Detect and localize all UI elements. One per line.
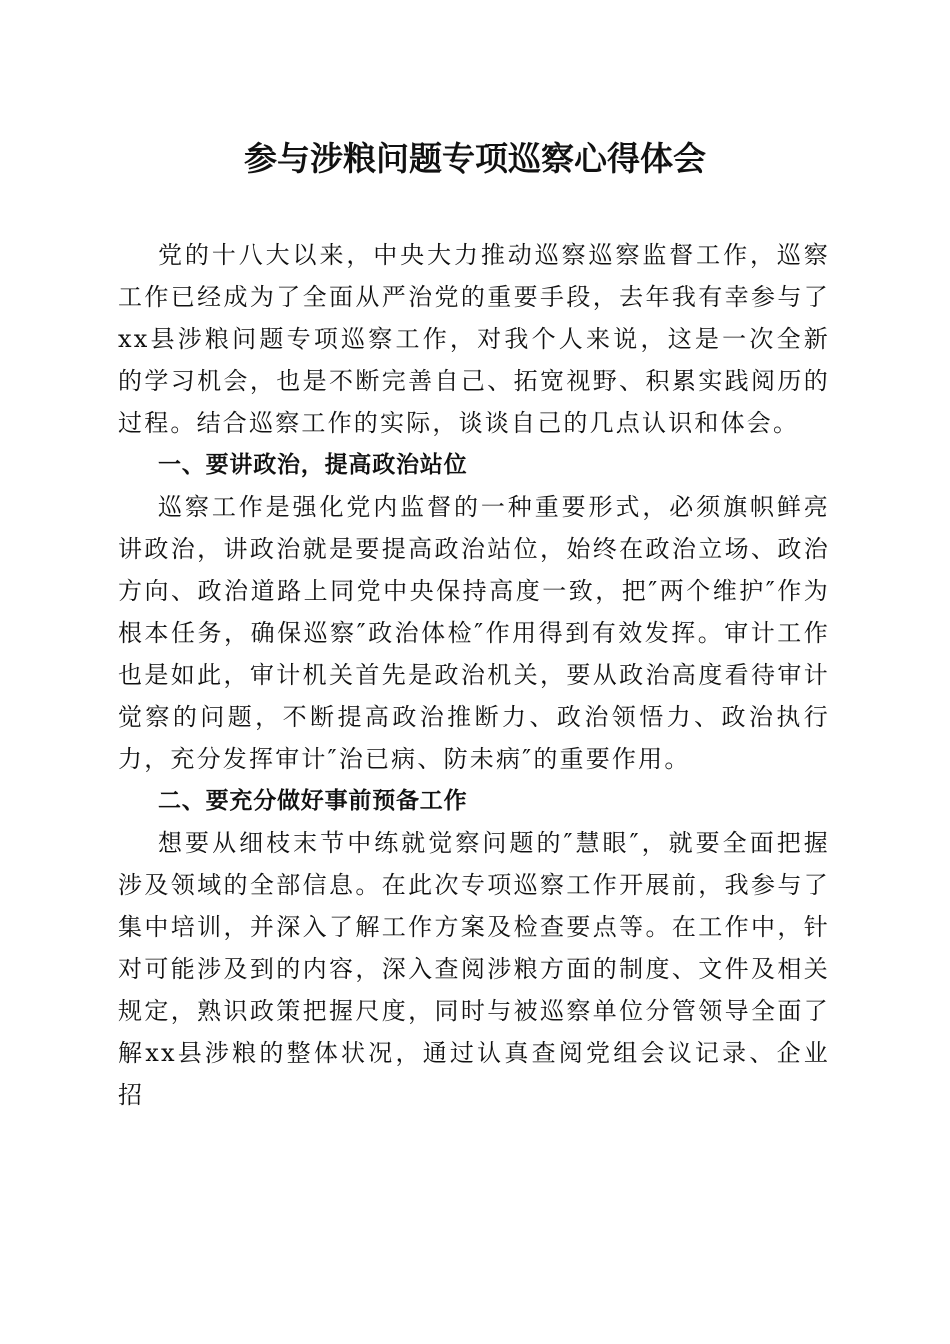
document-title: 参与涉粮问题专项巡察心得体会 <box>244 139 706 178</box>
section-heading-1: 一、要讲政治，提高政治站位 <box>158 452 468 478</box>
document-body <box>118 234 830 1116</box>
intro-paragraph: 党的十八大以来，中央大力推动巡察巡察监督工作，巡察工作已经成为了全面从严治党的重要手段，去年我有幸参与了xx县涉粮问题专项巡察工作，对我个人来说，这是一次全新的学习机会，也是不断完善自己、拓宽视野、积累实践阅历的过程。结合巡察工作的实际，谈谈自己的几点认识和体会。 <box>118 241 830 437</box>
section-heading-2: 二、要充分做好事前预备工作 <box>158 788 468 814</box>
section-paragraph-1: 巡察工作是强化党内监督的一种重要形式，必须旗帜鲜亮讲政治，讲政治就是要提高政治站位，始终在政治立场、政治方向、政治道路上同党中央保持高度一致，把″两个维护″作为根本任务，确保巡察″政治体检″作用得到有效发挥。审计工作也是如此，审计机关首先是政治机关，要从政治高度看待审计觉察的问题，不断提高政治推断力、政治领悟力、政治执行力，充分发挥审计″治已病、防未病″的重要作用。 <box>118 493 830 773</box>
section-paragraph-2: 想要从细枝末节中练就觉察问题的″慧眼″，就要全面把握涉及领域的全部信息。在此次专项巡察工作开展前，我参与了集中培训，并深入了解工作方案及检查要点等。在工作中，针对可能涉及到的内容，深入查阅涉粮方面的制度、文件及相关规定，熟识政策把握尺度，同时与被巡察单位分管领导全面了解xx县涉粮的整体状况，通过认真查阅党组会议记录、企业招 <box>118 829 830 1109</box>
